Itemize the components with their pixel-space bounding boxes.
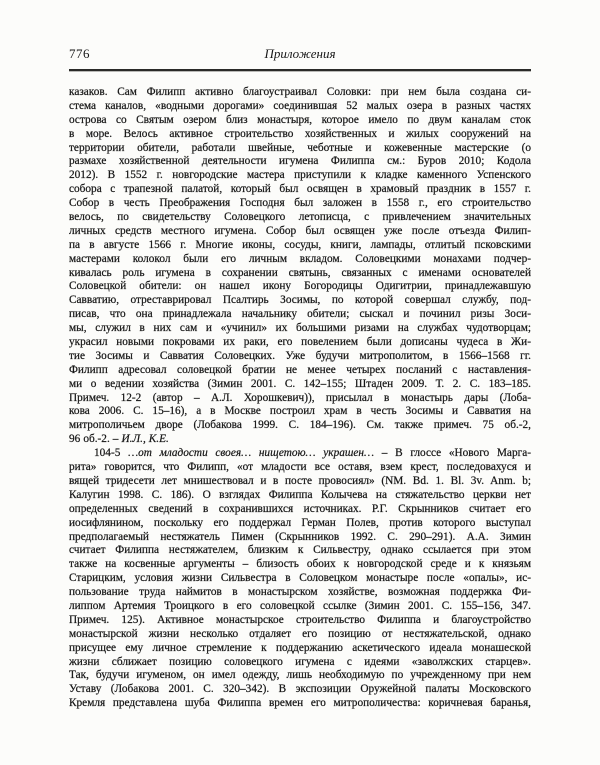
- text-line: [69, 419, 531, 433]
- text-line: [69, 558, 531, 572]
- text-run: Примеч. 125). Активное монастырское строительство Филиппа и благоустройство: [69, 613, 531, 626]
- text-run: жизни сближает позицию соловецкого игумена с идеями «заволжских старцев».: [69, 655, 531, 668]
- text-run: мы, служил в них сам и «учинил» их большими ризами на службах чудотворцам;: [69, 322, 531, 335]
- text-run: Соловецкой обители: он нашел икону Богородицы Одигитрии, принадлежавшую: [69, 280, 531, 293]
- page-number: 776: [69, 46, 90, 61]
- text-line: [69, 280, 531, 294]
- text-run: определенных сведений в сохранившихся источниках. Р.Г. Скрынников считает его: [69, 502, 531, 515]
- text-line: [69, 683, 531, 697]
- text-line: [69, 294, 531, 308]
- text-run: 2012). В 1552 г. новгородские мастера приступили к кладке каменного Успенского: [69, 169, 531, 182]
- text-line: [69, 308, 531, 322]
- text-run: кова 2006. С. 15–16), а в Москве построил храм в честь Зосимы и Савватия на: [69, 405, 531, 418]
- text-line: [69, 503, 531, 517]
- text-run: также на косвенные аргументы – близость обоих к новгородской среде и к князьям: [69, 558, 531, 571]
- text-run: Уставу (Лобакова 2001. С. 320–342). В экспозиции Оружейной палаты Московского: [69, 683, 531, 696]
- text-run: Собор в честь Преображения Господня был заложен в 1558 г., его строительство: [69, 197, 531, 210]
- text-run: мастерами колокол были его личным вкладом. Соловецкими монахами подчер-: [69, 252, 531, 265]
- text-run: рита» говорится, что Филипп, «от младости все оставя, взем крест, последовахуся и: [69, 461, 531, 474]
- text-line: [69, 142, 531, 156]
- text-line: [69, 350, 531, 364]
- text-line: [69, 253, 531, 267]
- text-run: Примеч. 12-2 (автор – А.Л. Хорошкевич)), присылал в монастырь дары (Лоба-: [69, 391, 531, 404]
- text-run: собора с трапезной палатой, который был освящен в храмовый праздник в 1557 г.: [69, 183, 531, 196]
- text-run: пользование труда наймитов в монастырском хозяйстве, возможная поддержка Фи-: [69, 586, 531, 599]
- text-run: территории обители, работали швейные, чеботные и кожевенные мастерские (о: [69, 141, 531, 154]
- header-rule: [69, 69, 531, 71]
- running-title: Приложения: [264, 46, 336, 61]
- text-line: [69, 544, 531, 558]
- text-line: [69, 86, 531, 100]
- text-line: [69, 211, 531, 225]
- text-line: [69, 100, 531, 114]
- text-run: митрополичьем дворе (Лобакова 1999. С. 184–196). См. также примеч. 75 об.-2,: [69, 419, 531, 432]
- text-run: стема каналов, «водными дорогами» соединившая 52 малых озера в разных частях: [69, 99, 531, 112]
- text-line: [69, 155, 531, 169]
- text-run: велось, по свидетельству Соловецкого летописца, с привлечением значительных: [69, 211, 531, 224]
- text-line: [69, 392, 531, 406]
- text-run: иосифлянином, поскольку его поддержал Герман Полев, против которого выступал: [69, 516, 531, 529]
- text-run: Кремля представлена шуба Филиппа времен его митрополичества: коричневая баранья,: [69, 697, 531, 710]
- text-run: монастырской жизни несколько отдаляет его позицию от нестяжательской, однако: [69, 627, 531, 640]
- text-line: [69, 517, 531, 531]
- text-line: [69, 447, 531, 461]
- text-line: [69, 475, 531, 489]
- page-content: [69, 46, 531, 711]
- text-run: па в августе 1566 г. Многие иконы, сосуды, книги, лампады, отлитый псковскими: [69, 238, 531, 251]
- text-line: [69, 433, 531, 447]
- text-run: считает Филиппа нестяжателем, близким к Сильвестру, однако ссылается при этом: [69, 544, 531, 557]
- text-line: [69, 461, 531, 475]
- text-line: [69, 128, 531, 142]
- text-run: кивалась роль игумена в сохранении святынь, связанных с именами основателей: [69, 266, 531, 279]
- text-line: [69, 697, 531, 711]
- italic-text-run: И.Л., К.Е.: [121, 433, 169, 446]
- text-body: [69, 86, 531, 711]
- text-run: 104-5: [94, 447, 129, 460]
- text-line: [69, 642, 531, 656]
- text-run: предполагаемый нестяжатель Пимен (Скрынников 1992. С. 290–291). А.А. Зимин: [69, 530, 531, 543]
- text-line: [69, 378, 531, 392]
- text-line: [69, 114, 531, 128]
- text-line: [69, 628, 531, 642]
- text-run: тие Зосимы и Савватия Соловецких. Уже будучи митрополитом, в 1566–1568 гг.: [69, 349, 531, 362]
- text-run: – В глоссе «Нового Марга-: [374, 447, 531, 460]
- text-run: липпом Артемия Троицкого в его соловецкой ссылке (Зимин 2001. С. 155–156, 347.: [69, 599, 531, 612]
- text-run: украсил новыми покровами их раки, его повелением были дописаны чудеса в Жи-: [69, 336, 531, 349]
- text-run: Старицким, условия жизни Сильвестра в Соловецком монастыре после «опалы», ис-: [69, 572, 531, 585]
- text-line: [69, 489, 531, 503]
- text-line: [69, 586, 531, 600]
- text-run: в море. Велось активное строительство хозяйственных и жилых сооружений на: [69, 127, 531, 140]
- text-run: размахе хозяйственной деятельности игумена Филиппа см.: Буров 2010; Кодола: [69, 155, 531, 168]
- text-line: [69, 183, 531, 197]
- text-line: [69, 572, 531, 586]
- text-run: казаков. Сам Филипп активно благоустраивал Соловки: при нем была создана си-: [69, 86, 531, 98]
- text-line: [69, 364, 531, 378]
- running-head: [69, 46, 531, 64]
- text-line: [69, 197, 531, 211]
- text-run: вящей тридесети лет мнишествовал и в посте провосиял» (NM. Bd. 1. Bl. 3v. Anm. b;: [69, 474, 531, 487]
- text-run: присущее ему личное стремление к поддержанию аскетического идеала монашеской: [69, 641, 531, 654]
- text-line: [69, 169, 531, 183]
- text-line: [69, 656, 531, 670]
- text-line: [69, 669, 531, 683]
- text-run: личных средств местного игумена. Собор был освящен уже после отъезда Филип-: [69, 224, 531, 237]
- text-line: [69, 239, 531, 253]
- text-run: Калугин 1998. С. 186). О взглядах Филиппа Колычева на стяжательство церкви нет: [69, 488, 531, 501]
- text-line: [69, 405, 531, 419]
- text-line: [69, 336, 531, 350]
- italic-text-run: …от младости своея… нищетою… украшен…: [128, 447, 375, 460]
- text-line: [69, 267, 531, 281]
- text-line: [69, 225, 531, 239]
- text-line: [69, 600, 531, 614]
- text-run: ми о ведении хозяйства (Зимин 2001. С. 142–155; Штаден 2009. Т. 2. С. 183–185.: [69, 377, 531, 390]
- text-line: [69, 322, 531, 336]
- text-run: Филипп адресовал соловецкой братии не менее четырех посланий с наставления-: [69, 363, 531, 376]
- text-run: писав, что она принадлежала начальнику обители; сыскал и починил ризы Зоси-: [69, 308, 531, 321]
- text-run: 96 об.-2. –: [69, 433, 122, 446]
- text-run: Савватию, отреставрировал Псалтирь Зосимы, по которой совершал службу, под-: [69, 294, 531, 307]
- text-run: острова со Святым озером близ монастыря, которое имело по двум каналам сток: [69, 113, 531, 126]
- text-run: Так, будучи игуменом, он имел одежду, лишь необходимую по учрежденному при нем: [69, 669, 531, 682]
- text-line: [69, 614, 531, 628]
- text-line: [69, 531, 531, 545]
